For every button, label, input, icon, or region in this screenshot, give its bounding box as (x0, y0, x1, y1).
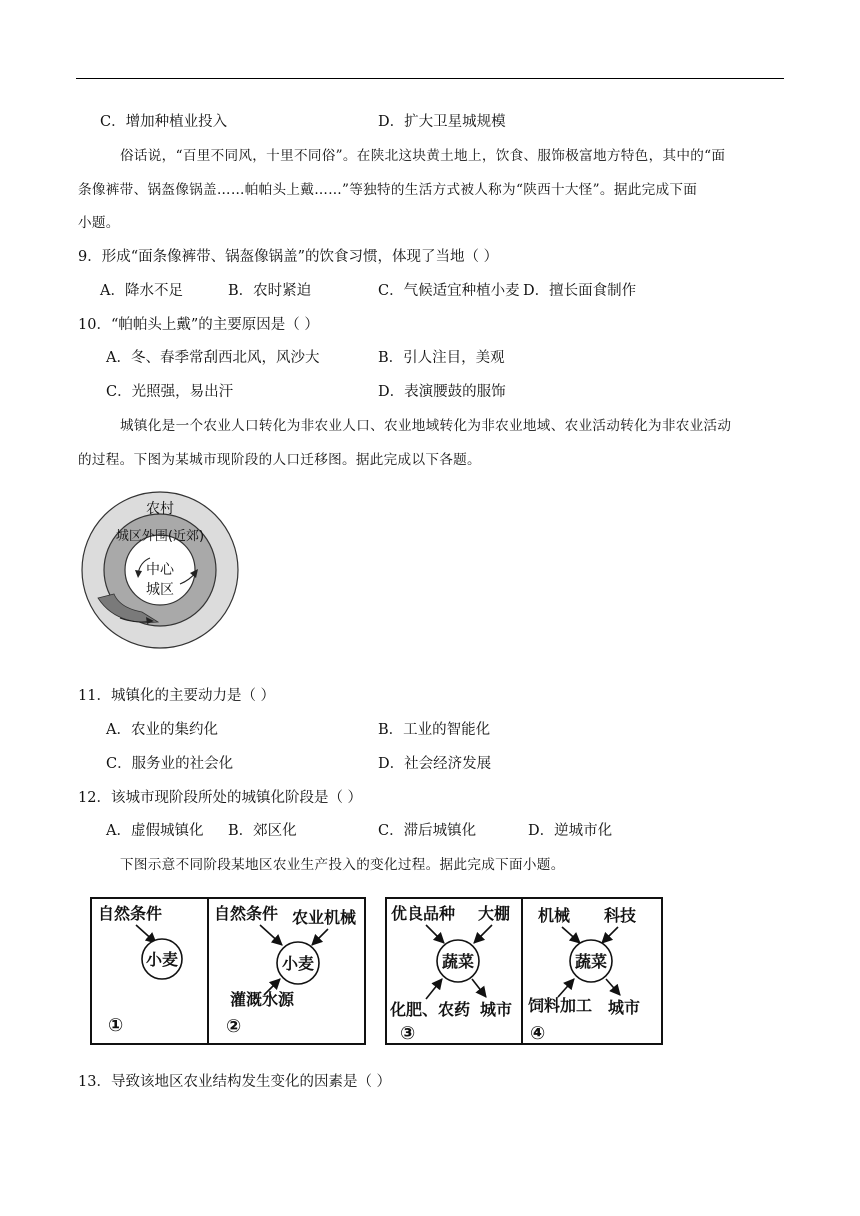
city-label: 城市 (480, 1000, 513, 1019)
stage-number: ③ (400, 1023, 416, 1044)
passage1-line2: 条像裤带、锅盔像锅盖……帕帕头上戴……”等独特的生活方式被人称为“陕西十大怪”。据此完成下面 (78, 182, 698, 198)
q8-option-d: D．扩大卫星城规模 (378, 114, 506, 130)
agriculture-stages-figure (88, 895, 668, 1047)
population-migration-figure (80, 490, 240, 650)
q9-option-b: B．农时紧迫 (228, 283, 312, 299)
technology-label: 科技 (604, 906, 637, 925)
q12-stem: 12．该城市现阶段所处的城镇化阶段是（ ） (78, 790, 363, 806)
passage1-line3: 小题。 (78, 215, 120, 231)
crop-label: 小麦 (145, 950, 179, 969)
rural-label: 农村 (146, 501, 174, 517)
crop-label: 蔬菜 (441, 952, 475, 971)
machinery-label: 机械 (538, 906, 571, 925)
q11-option-d: D．社会经济发展 (378, 756, 492, 772)
q11-option-a: A．农业的集约化 (106, 722, 218, 738)
stage-panel-4 (522, 898, 662, 1044)
farm-machinery-label: 农业机械 (292, 908, 357, 927)
passage2-line2: 的过程。下图为某城市现阶段的人口迁移图。据此完成以下各题。 (78, 452, 481, 468)
stage-number: ① (108, 1015, 124, 1036)
stage-panel-3 (386, 898, 522, 1044)
crop-label: 蔬菜 (574, 952, 608, 971)
q8-option-c: C．增加种植业投入 (100, 114, 228, 130)
q10-option-c: C．光照强，易出汗 (106, 384, 234, 400)
passage1-line1: 俗话说，“百里不同风，十里不同俗”。在陕北这块黄土地上，饮食、服饰极富地方特色，其中的“面 (120, 148, 726, 164)
q11-stem: 11．城镇化的主要动力是（ ） (78, 688, 276, 704)
suburb-label: 城区外围(近郊) (115, 529, 205, 544)
fine-varieties-label: 优良品种 (391, 904, 456, 923)
q10-option-a: A．冬、春季常刮西北风，风沙大 (106, 350, 320, 366)
q10-stem: 10．“帕帕头上戴”的主要原因是（ ） (78, 317, 319, 333)
natural-conditions-label: 自然条件 (98, 904, 163, 923)
q9-option-a: A．降水不足 (100, 283, 183, 299)
passage2-line1: 城镇化是一个农业人口转化为非农业人口、农业地域转化为非农业地域、农业活动转化为非农业活动 (120, 418, 732, 434)
header-rule (76, 78, 784, 79)
stage-panel-1 (91, 898, 208, 1044)
feed-processing-label: 饲料加工 (528, 996, 593, 1015)
irrigation-label: 灌溉水源 (230, 990, 295, 1009)
crop-label: 小麦 (281, 954, 315, 973)
q10-option-d: D．表演腰鼓的服饰 (378, 384, 506, 400)
passage3-line1: 下图示意不同阶段某地区农业生产投入的变化过程。据此完成下面小题。 (120, 857, 565, 873)
stage-panel-2 (208, 898, 365, 1044)
q9-option-d: D．擅长面食制作 (523, 283, 637, 299)
q9-stem: 9．形成“面条像裤带、锅盔像锅盖”的饮食习惯，体现了当地（ ） (78, 249, 499, 265)
q12-option-c: C．滞后城镇化 (378, 823, 477, 839)
stage-number: ② (226, 1016, 242, 1037)
q12-option-a: A．虚假城镇化 (106, 823, 204, 839)
q11-option-c: C．服务业的社会化 (106, 756, 234, 772)
center-label-2: 城区 (146, 582, 174, 598)
q12-option-b: B．郊区化 (228, 823, 297, 839)
natural-conditions-label: 自然条件 (214, 904, 279, 923)
greenhouse-label: 大棚 (478, 904, 511, 923)
q10-option-b: B．引人注目，美观 (378, 350, 505, 366)
city-label: 城市 (608, 998, 641, 1017)
q9-option-c: C．气候适宜种植小麦 (378, 283, 520, 299)
stage-number: ④ (530, 1023, 546, 1044)
q13-stem: 13．导致该地区农业结构发生变化的因素是（ ） (78, 1074, 392, 1090)
q12-option-d: D．逆城市化 (528, 823, 613, 839)
q11-option-b: B．工业的智能化 (378, 722, 491, 738)
center-label-1: 中心 (146, 562, 174, 578)
fertilizer-label: 化肥、农药 (390, 1000, 471, 1019)
